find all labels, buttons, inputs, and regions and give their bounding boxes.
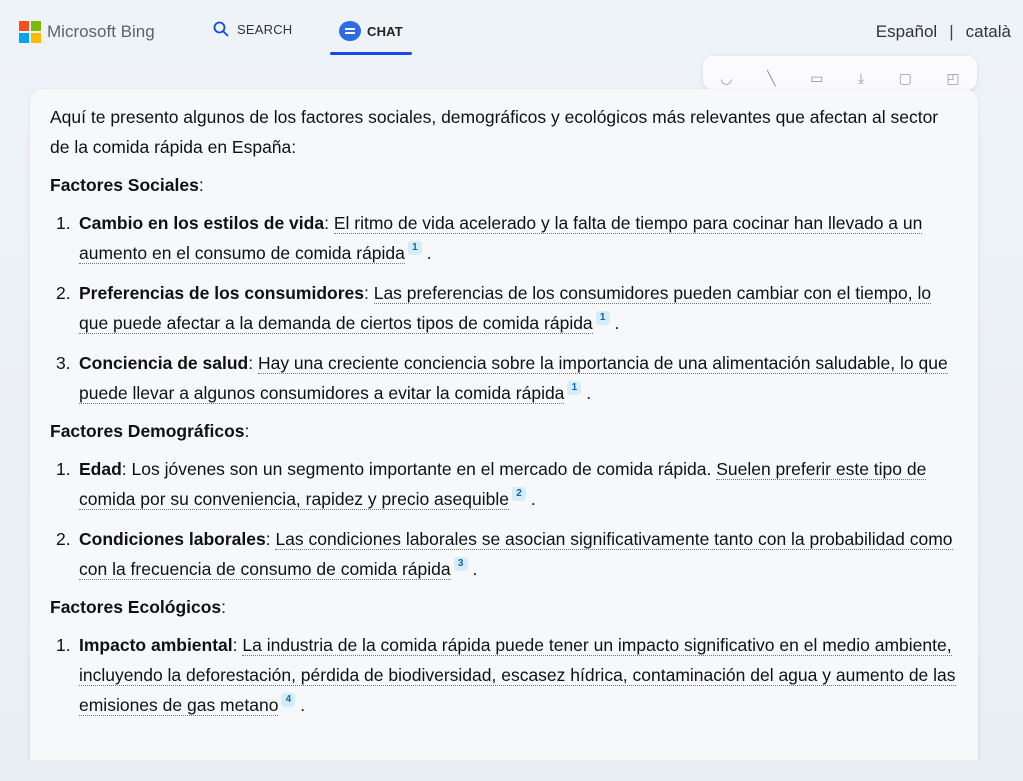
list-item: 3. Conciencia de salud: Hay una creciente conciencia sobre la importancia de una alimentación saludable, lo que puede llevar a algunos consumidores a evitar la comida rápida 1 . xyxy=(56,353,948,403)
list-ecological xyxy=(50,630,958,720)
list-item: 1. Cambio en los estilos de vida: El ritmo de vida acelerado y la falta de tiempo para cocinar han llevado a un aumento en el consumo de comida rápida 1 . xyxy=(56,213,923,263)
export-icon[interactable]: ⤓ xyxy=(857,69,865,86)
citation-badge[interactable]: 2 xyxy=(512,487,526,501)
list-item: 1. Edad: Los jóvenes son un segmento importante en el mercado de comida rápida. Suelen preferir este tipo de comida por su conveniencia, rapidez y precio asequible 2 . xyxy=(56,459,927,509)
citation-badge[interactable]: 1 xyxy=(567,381,581,395)
section-title-ecological: Factores Ecológicos: xyxy=(50,597,227,617)
more-icon[interactable]: ◰ xyxy=(946,69,960,86)
dislike-icon[interactable]: ╲ xyxy=(767,69,776,86)
message-actions-toolbar xyxy=(703,56,977,90)
cited-text[interactable]: Suelen preferir este tipo de comida por su conveniencia, rapidez y precio asequible xyxy=(79,459,927,509)
cited-text[interactable]: El ritmo de vida acelerado y la falta de tiempo para cocinar han llevado a un aumento en el consumo de comida rápida xyxy=(79,213,923,263)
copy-icon[interactable]: ▭ xyxy=(810,69,824,86)
active-tab-indicator xyxy=(330,52,412,55)
cited-text[interactable]: Las preferencias de los consumidores pueden cambiar con el tiempo, lo que puede afectar a la demanda de ciertos tipos de comida rápida xyxy=(79,283,932,333)
search-icon xyxy=(213,21,229,37)
lang-separator: | xyxy=(949,22,954,41)
nav-search-label: SEARCH xyxy=(237,21,293,37)
cited-text[interactable]: Las condiciones laborales se asocian significativamente tanto con la probabilidad como con la frecuencia de consumo de comida rápida xyxy=(79,529,953,579)
top-header xyxy=(0,0,1023,62)
lang-es-link[interactable]: Español xyxy=(875,22,938,41)
nav-chat-label: CHAT xyxy=(367,23,403,39)
citation-badge[interactable]: 1 xyxy=(408,241,422,255)
nav-chat-tab[interactable] xyxy=(339,21,403,41)
list-item: 2. Preferencias de los consumidores: Las preferencias de los consumidores pueden cambiar con el tiempo, lo que puede afectar a la demanda de ciertos tipos de comida rápida 1 . xyxy=(56,283,932,333)
cited-text[interactable]: La industria de la comida rápida puede tener un impacto significativo en el medio ambiente, incluyendo la deforestación, pérdida de biodiversidad, escasez hídrica, contaminación del agua y aumento de las emisiones de gas metano xyxy=(79,635,956,715)
share-icon[interactable]: ▢ xyxy=(898,69,912,86)
list-demographic xyxy=(50,454,958,584)
section-title-social: Factores Sociales: xyxy=(50,175,204,195)
citation-badge[interactable]: 1 xyxy=(596,311,610,325)
bottom-edge xyxy=(0,760,1023,781)
list-item: 1. Impacto ambiental: La industria de la comida rápida puede tener un impacto significativo en el medio ambiente, incluyendo la deforestación, pérdida de biodiversidad, escasez hídrica, contaminación del agua y aumento de las emisiones de gas metano 4 . xyxy=(56,635,956,715)
nav-search-tab[interactable] xyxy=(213,21,292,37)
chat-response-card xyxy=(30,89,978,781)
bing-logo[interactable] xyxy=(19,21,155,43)
like-icon[interactable]: ◡ xyxy=(720,69,733,86)
microsoft-logo-icon xyxy=(19,21,41,43)
cited-text[interactable]: Hay una creciente conciencia sobre la importancia de una alimentación saludable, lo que puede llevar a algunos consumidores a evitar la comida rápida xyxy=(79,353,948,403)
citation-badge[interactable]: 4 xyxy=(281,693,295,707)
citation-badge[interactable]: 3 xyxy=(454,557,468,571)
list-social xyxy=(50,208,958,408)
response-intro: Aquí te presento algunos de los factores sociales, demográficos y ecológicos más relevantes que afectan al sector de la comida rápida en España: xyxy=(50,107,939,157)
language-switcher xyxy=(876,22,1011,42)
chat-icon xyxy=(339,21,361,41)
brand-name: Microsoft Bing xyxy=(47,22,155,41)
lang-ca-link[interactable]: català xyxy=(965,22,1011,41)
section-title-demographic: Factores Demográficos: xyxy=(50,421,250,441)
list-item: 2. Condiciones laborales: Las condiciones laborales se asocian significativamente tanto con la probabilidad como con la frecuencia de consumo de comida rápida 3 . xyxy=(56,529,953,579)
